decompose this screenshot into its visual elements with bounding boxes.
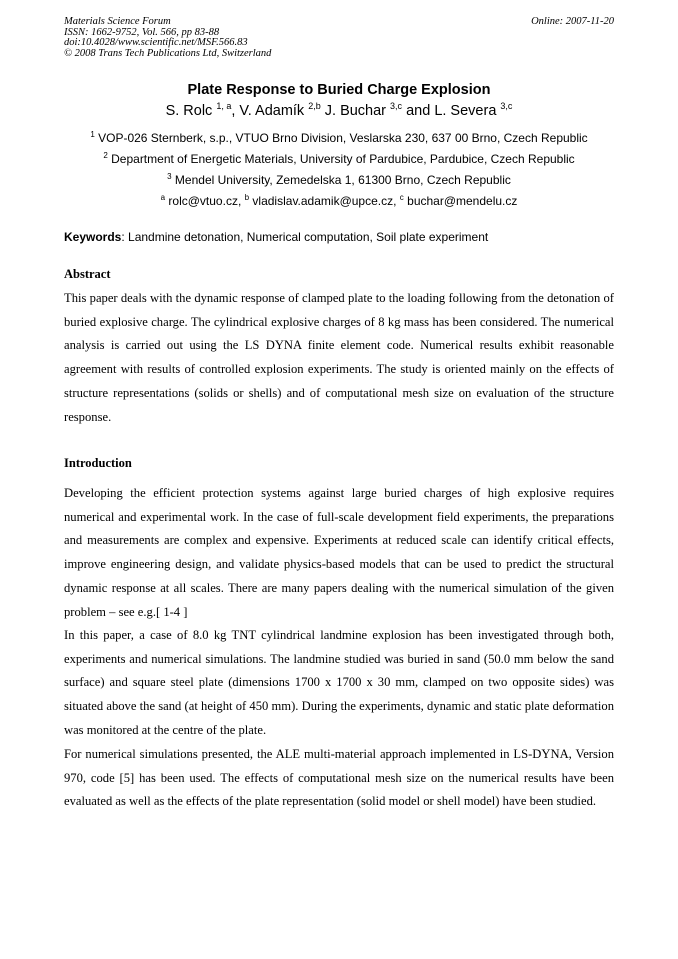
affiliation-3 <box>0 173 678 187</box>
online-date: Online: 2007-11-20 <box>531 16 614 27</box>
email-list <box>0 194 678 208</box>
email-mark: b <box>244 193 250 202</box>
abstract-heading: Abstract <box>64 267 111 281</box>
affiliation-mark: 3 <box>167 172 172 181</box>
email-link[interactable]: rolc@vtuo.cz, <box>168 194 242 208</box>
introduction-paragraph-1: Developing the efficient protection systems against large buried charges of high explosive requires numerical and experimental work. In the case of full-scale development field experiments, the preparations and measurements are complex and expensive. Experiments at reduced scale can identify critical effects, improve engineering design, and validate physics-based models that can be used to predict the structural dynamic response at all scales. There are many papers dealing with the numerical simulation of the given problem – see e.g.[ 1-4 ] <box>64 486 614 619</box>
affiliation-1 <box>0 131 678 145</box>
introduction-paragraph-2: In this paper, a case of 8.0 kg TNT cylindrical landmine explosion has been investigated through both, experiments and numerical simulations. The landmine studied was buried in sand (50.0 mm below the sand surface) and square steel plate (dimensions 1700 x 1700 x 30 mm, clamped on two opposite sides) was situated above the sand (at height of 450 mm). During the experiments, dynamic and static plate deformation was monitored at the centre of the plate. <box>64 628 614 737</box>
email-mark: a <box>160 193 166 202</box>
email-link[interactable]: vladislav.adamik@upce.cz, <box>252 194 397 208</box>
abstract-text: This paper deals with the dynamic response of clamped plate to the loading following from the detonation of buried explosive charge. The cylindrical explosive charges of 8 kg mass has been considered. The numerical analysis is carried out using the LS DYNA finite element code. Numerical results exhibit reasonable agreement with results of controlled explosion experiments. The study is oriented mainly on the effects of structure representations (solids or shells) and of computational mesh size on evaluation of the structure response. <box>64 291 614 424</box>
author-name: J. Buchar <box>324 103 387 119</box>
author-affiliation-mark: 2,b <box>308 101 321 111</box>
email-link[interactable]: buchar@mendelu.cz <box>407 194 518 208</box>
author-affiliation-mark: 3,c <box>390 101 403 111</box>
paper-title: Plate Response to Buried Charge Explosion <box>187 82 491 98</box>
email-mark: c <box>399 193 404 202</box>
keywords-line <box>64 230 488 244</box>
affiliation-mark: 2 <box>103 151 108 160</box>
author-affiliation-mark: 3,c <box>500 101 513 111</box>
author-name: and L. Severa <box>406 103 497 119</box>
keywords-label: Keywords <box>64 230 122 244</box>
author-name: S. Rolc <box>165 103 213 119</box>
keywords-text: : Landmine detonation, Numerical computation, Soil plate experiment <box>121 230 489 244</box>
author-name: V. Adamík <box>239 103 305 119</box>
affiliation-mark: 1 <box>90 130 95 139</box>
introduction-heading: Introduction <box>64 456 132 470</box>
affiliation-text: Department of Energetic Materials, University of Pardubice, Pardubice, Czech Republic <box>111 152 575 166</box>
journal-name: Materials Science Forum <box>64 16 171 27</box>
journal-header <box>64 17 271 59</box>
doi-line: doi:10.4028/www.scientific.net/MSF.566.83 <box>64 37 248 48</box>
affiliation-2 <box>0 152 678 166</box>
author-affiliation-mark: 1, a <box>216 101 232 111</box>
author-separator: , <box>231 103 236 119</box>
affiliation-text: Mendel University, Zemedelska 1, 61300 Brno, Czech Republic <box>174 173 511 187</box>
author-list <box>0 103 678 119</box>
copyright-line: © 2008 Trans Tech Publications Ltd, Switzerland <box>64 47 272 59</box>
affiliation-text: VOP-026 Sternberk, s.p., VTUO Brno Division, Veslarska 230, 637 00 Brno, Czech Republic <box>98 131 588 145</box>
introduction-paragraph-3: For numerical simulations presented, the ALE multi-material approach implemented in LS-DYNA, Version 970, code [5] has been used. The effects of computational mesh size on the numerical results have been evaluated as well as the effects of the plate representation (solid model or shell model) have been studied. <box>64 747 614 809</box>
issn-line: ISSN: 1662-9752, Vol. 566, pp 83-88 <box>64 26 220 38</box>
